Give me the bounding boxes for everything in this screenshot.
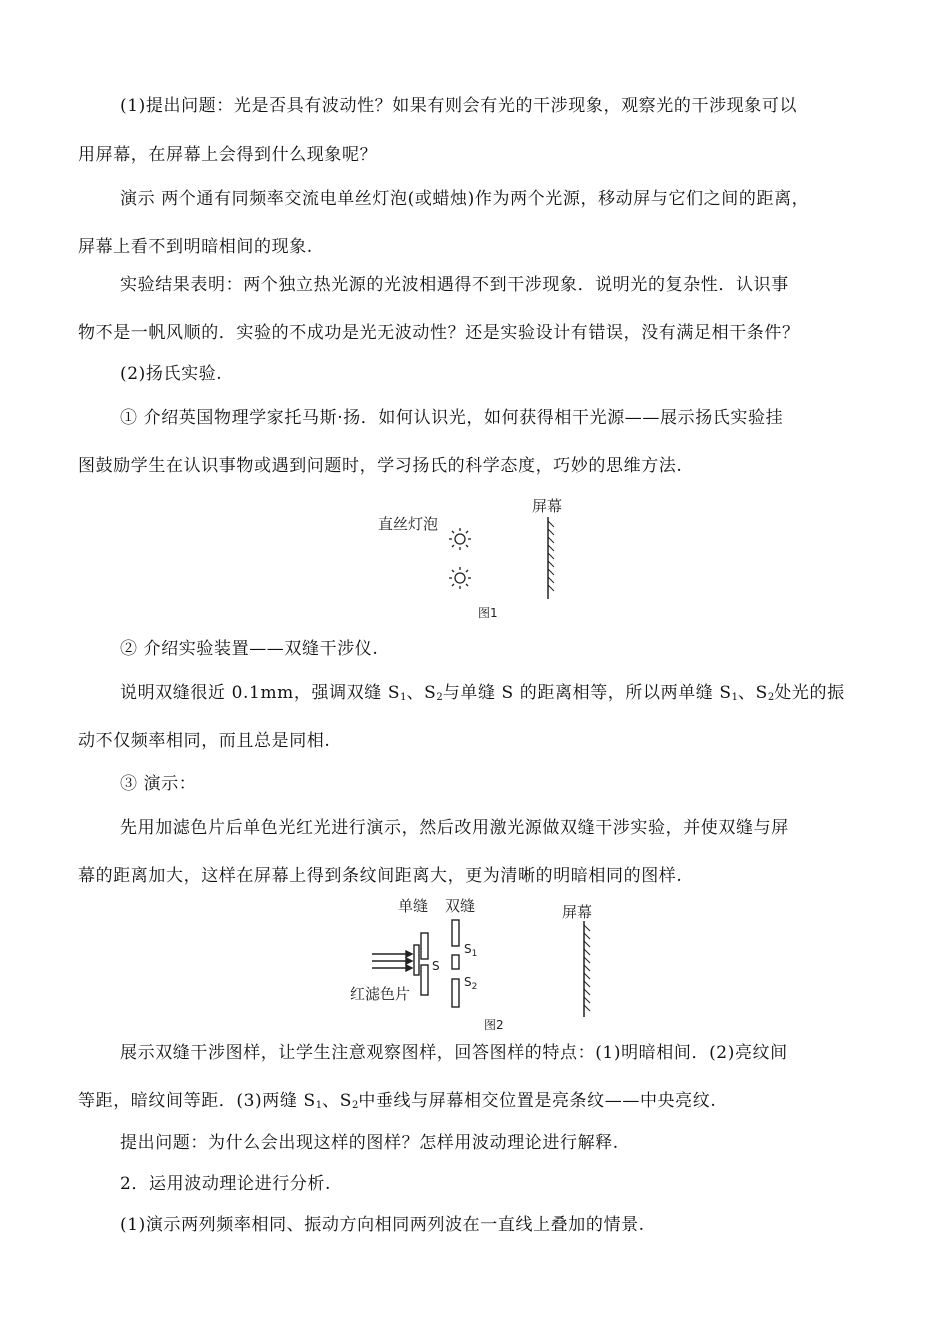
screen-label: 屏幕 — [562, 903, 593, 921]
light-arrows — [372, 951, 412, 971]
text-run: 中垂线与屏幕相交位置是亮条纹——中央亮纹. — [358, 1091, 717, 1111]
section-heading: 2．运用波动理论进行分析. — [120, 1174, 332, 1194]
paragraph-line: ① 介绍英国物理学家托马斯·扬．如何认识光，如何获得相干光源——展示扬氏实验挂 — [120, 408, 784, 428]
paragraph-line: 屏幕上看不到明暗相间的现象. — [78, 237, 313, 257]
paragraph-line: (1)演示两列频率相同、振动方向相同两列波在一直线上叠加的情景. — [120, 1215, 645, 1235]
text-run: 与单缝 S 的距离相等，所以两单缝 S — [442, 683, 732, 703]
bulb-icon — [449, 567, 471, 589]
slit-s-label: S — [432, 959, 440, 973]
figure-1 — [370, 495, 590, 625]
subscript: 2 — [767, 692, 775, 703]
filter-label: 红滤色片 — [350, 985, 411, 1003]
slit-s2-label: $S_2$ — [464, 975, 478, 992]
subscript: 2 — [351, 1100, 359, 1111]
slit-s1-label: $S_1$ — [464, 942, 478, 959]
single-slit-shape — [421, 933, 428, 995]
paragraph-line: 幕的距离加大，这样在屏幕上得到条纹间距离大，更为清晰的明暗相同的图样. — [78, 866, 683, 886]
paragraph-line: 展示双缝干涉图样，让学生注意观察图样，回答图样的特点：(1)明暗相间．(2)亮纹间 — [120, 1043, 788, 1063]
double-slit-label: 双缝 — [445, 897, 476, 915]
text-run: 、S — [322, 1091, 352, 1111]
bulb-icon — [449, 528, 471, 550]
screen-shape — [584, 921, 590, 1017]
subscript: 1 — [400, 692, 407, 703]
figure-2 — [340, 893, 620, 1043]
single-slit-label: 单缝 — [398, 897, 429, 915]
double-slit-shape — [452, 920, 459, 1007]
paragraph-line: 动不仅频率相同，而且总是同相. — [78, 731, 331, 751]
paragraph-line: ② 介绍实验装置——双缝干涉仪. — [120, 639, 379, 659]
paragraph-line: 提出问题：为什么会出现这样的图样？怎样用波动理论进行解释. — [120, 1133, 619, 1153]
paragraph-line: 演示 两个通有同频率交流电单丝灯泡(或蜡烛)作为两个光源，移动屏与它们之间的距离， — [120, 189, 810, 209]
text-run: 处光的振 — [774, 683, 845, 703]
text-run: 、S — [738, 683, 768, 703]
subscript: 1 — [315, 1100, 323, 1111]
text-run: 、S — [406, 683, 437, 703]
subscript: 1 — [731, 692, 739, 703]
paragraph-line: 用屏幕，在屏幕上会得到什么现象呢？ — [78, 145, 378, 165]
paragraph-line: ③ 演示： — [120, 774, 197, 794]
paragraph-line — [120, 681, 845, 710]
paragraph-line: (1)提出问题：光是否具有波动性？如果有则会有光的干涉现象，观察光的干涉现象可以 — [120, 96, 798, 116]
paragraph-line: 物不是一帆风顺的．实验的不成功是光无波动性？还是实验设计有错误，没有满足相干条件？ — [78, 323, 800, 343]
filter-shape — [414, 945, 419, 975]
figure-caption: 图2 — [484, 1018, 504, 1032]
text-run: 等距，暗纹间等距．(3)两缝 S — [78, 1091, 316, 1111]
figure-caption: 图1 — [478, 606, 498, 620]
text-run: 说明双缝很近 0.1mm，强调双缝 S — [120, 683, 401, 703]
section-heading: (2)扬氏实验. — [120, 364, 223, 384]
paragraph-line: 实验结果表明：两个独立热光源的光波相遇得不到干涉现象．说明光的复杂性．认识事 — [120, 275, 789, 295]
bulb-label: 直丝灯泡 — [378, 515, 439, 533]
screen-label: 屏幕 — [532, 497, 563, 515]
paragraph-line: 图鼓励学生在认识事物或遇到问题时，学习扬氏的科学态度，巧妙的思维方法. — [78, 456, 683, 476]
screen-shape — [548, 517, 554, 599]
paragraph-line: 先用加滤色片后单色光红光进行演示，然后改用激光源做双缝干涉实验，并使双缝与屏 — [120, 818, 789, 838]
subscript: 2 — [436, 692, 443, 703]
paragraph-line — [78, 1089, 716, 1118]
